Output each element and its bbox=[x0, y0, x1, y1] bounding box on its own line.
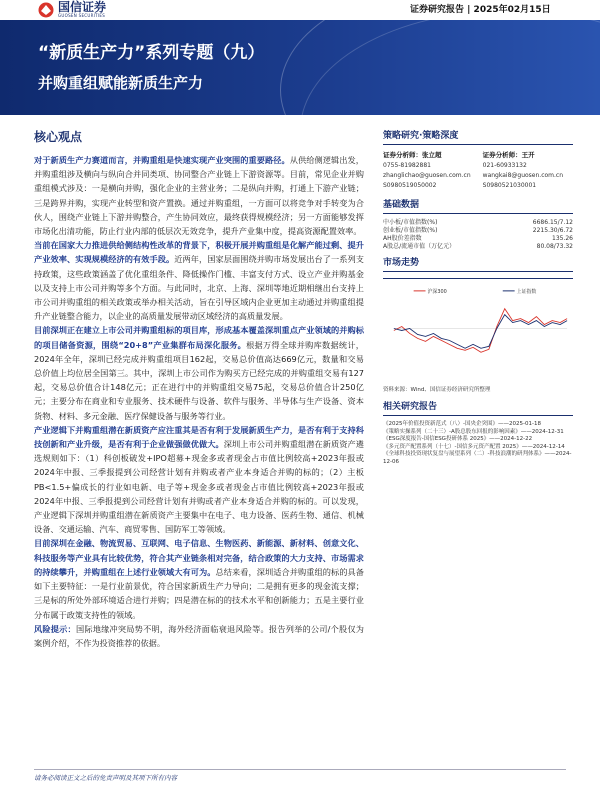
related-report[interactable]: 《ESG深度报告-国信ESG投研体系 2025》——2024-12-22 bbox=[383, 436, 533, 443]
stats-heading: 基础数据 bbox=[383, 197, 573, 214]
key-sentence: 目前深圳在金融、物流贸易、互联网、电子信息、生物医药、新能源、新材料、创意文化、科技服务等产业具有比较优势，符合其产业链条相对完备，结合政策的大力支持、市场需求的持续攀升，并购重组在上述行业领域大有可为。 bbox=[34, 538, 364, 577]
body-text: 近两年，国家层面围绕并购市场发展出台了一系列支持政策，这些政策涵盖了优化重组条件、降低操作门槛、丰富支付方式、设立产业并购基金以及支持上市公司并购等多个方面。与此同时，北京、上海、深圳等地近期相继出台支持上市公司并购重组的相关政策或举办相关活动，旨在引导区域内企业更加主动通过并购重组提升产业链整合能力，以企业的高质量发展带动区域经济的高质量发展。 bbox=[34, 254, 364, 322]
key-sentence: 当前在国家大力推进供给侧结构性改革的背景下，积极开展并购重组是化解产能过剩、提升产业效率、实现规模经济的有效手段。 bbox=[34, 240, 364, 265]
analyst-2 bbox=[483, 150, 563, 191]
related-heading: 相关研究报告 bbox=[383, 399, 573, 416]
stats-value: 6686.15/7.12 bbox=[532, 219, 573, 226]
stats-value: 135.26 bbox=[552, 235, 573, 242]
related-report[interactable]: 《策略实操系列（二十三）-A股总股东回报的影响因素》——2024-12-31 bbox=[383, 428, 564, 435]
paragraph-1 bbox=[34, 153, 364, 238]
body-text: 总结来看，深圳适合并购重组的标的具备如下主要特征：一是行业前景优，符合国家新质生产力导向；二是拥有更多的现金流支撑；三是标的所处外部环境适合进行并购；四是潜在标的的技术水平和创新能力；五是主要行业分布属于政策支持性的领域。 bbox=[34, 566, 364, 620]
paragraph-2 bbox=[34, 238, 364, 323]
risk-paragraph bbox=[34, 622, 364, 650]
analyst-cert: S0980521030001 bbox=[482, 182, 537, 189]
stats-list bbox=[383, 219, 573, 251]
stats-key: AH股价差指数 bbox=[383, 235, 422, 242]
stats-value: 2215.30/6.72 bbox=[532, 227, 573, 234]
stats-key: A股总/流通市值（万亿元） bbox=[383, 243, 456, 250]
key-sentence: 产业逻辑下并购重组潜在新质资产应注重其是否有利于发展新质生产力，是否有利于支持科技创新和产业升级，是否有利于企业做强做优做大。 bbox=[34, 424, 364, 450]
risk-text: 国际地缘冲突局势不明，海外经济面临衰退风险等。报告列举的公司/个股仅为案例介绍，不作为投资推荐的依据。 bbox=[34, 623, 364, 648]
logo-en-text: GUOSEN SECURITIES bbox=[58, 13, 106, 18]
body-text: 深圳上市公司并购重组潜在新质资产遴选规则如下：（1）科创板破发+IPO超募+现金多或者现金占市值比例较高+2023年报或2024年中报、三季报提到公司经营计划有并购或者产业本身适合并购的标的；（2）主板PB<1.5+偏成长的行业如电新、电子等+现金多或者现金占市值比例较高+2023年报或2024年中报、三季报提到公司经营计划有并购或者产业本身适合并购的标的。可以发现，产业逻辑下深圳并购重组潜在新质资产主要集中在电子、电力设备、医药生物、通信、机械设备、交通运输、汽车、商贸零售、国防军工等领域。 bbox=[34, 439, 364, 535]
analyst-email[interactable]: zhanglichao@guosen.com.cn bbox=[383, 172, 471, 179]
risk-label: 风险提示： bbox=[34, 623, 76, 634]
body-text: 根据万得全球并购库数据统计，2024年全年，深圳已经完成并购重组项目162起，交易总价值高达669亿元，数量和交易总价值上均位居全国第三。其中，深圳上市公司作为购买方已经完成的并购重组交易有127起，交易总价值合计148亿元；正在进行中的并购重组交易75起，交易总价值合计250亿元；主要分布在商业和专业服务、技术硬件与设备、软件与服务、半导体与生产设备、资本货物、材料、多元金融、医疗保健设备与服务等行业。 bbox=[34, 339, 364, 421]
related-report[interactable]: 《多元资产配置系列（十七）-国信多元资产配置 2025》——2024-12-14 bbox=[383, 443, 565, 450]
research-category: 策略研究·策略深度 bbox=[383, 128, 573, 145]
analyst-name: 证券分析师：张立超 bbox=[383, 151, 442, 159]
analyst-cert: S0980519050002 bbox=[383, 182, 437, 189]
stats-row bbox=[383, 243, 573, 251]
disclaimer-footer: 请务必阅读正文之后的免责声明及其项下所有内容 bbox=[34, 769, 566, 782]
stats-row bbox=[383, 219, 573, 227]
market-trend-heading: 市场走势 bbox=[383, 255, 573, 272]
series-hs300-line bbox=[394, 309, 567, 353]
key-sentence: 对于新质生产力赛道而言，并购重组是快速实现产业突围的重要路径。 bbox=[34, 155, 290, 165]
series-title: “新质生产力”系列专题（九） bbox=[38, 43, 265, 63]
report-type-date: 证券研究报告 | 2025年02月15日 bbox=[410, 5, 551, 15]
stats-value: 80.08/73.32 bbox=[536, 243, 573, 250]
stats-key: 创业板/市值指数(%) bbox=[383, 227, 438, 234]
logo-cn-text: 国信证券 bbox=[58, 0, 107, 14]
chart-source: 资料来源：Wind、国信证券经济研究所整理 bbox=[383, 387, 491, 393]
analyst-phone: 0755-81982881 bbox=[383, 162, 431, 169]
title-banner bbox=[0, 20, 600, 115]
logo bbox=[38, 1, 106, 18]
paragraph-4 bbox=[34, 423, 364, 537]
core-view-column bbox=[34, 128, 364, 650]
analyst-phone: 021-60933132 bbox=[482, 162, 527, 169]
report-title: 并购重组赋能新质生产力 bbox=[38, 74, 204, 92]
paragraph-5 bbox=[34, 536, 364, 621]
body-text: 从供给侧逻辑出发，并购重组涉及横向与纵向合并同类项、协同整合产业链上下游资源等。目前，常见企业并购重组模式涉及：一是横向并购，强化企业的主营业务；二是纵向并购，打通上下游产业链；三是跨界并购，实现产业转型和资产置换。通过并购重组，一方面可以将竞争对手转变为合伙人，围绕产业链上下游并购整合，产生协同效应，最终获得规模经济；另一方面能够发挥市场化出清功能，防止行业内部的低层次无效竞争，提升产业集中度，提高资源配置效率。 bbox=[34, 155, 364, 237]
related-report[interactable]: 《全球科技投资现状复盘与展望系列（二）-科技浪潮的研判体系》——2024-12-06 bbox=[383, 451, 572, 465]
related-list bbox=[383, 421, 573, 467]
stats-key: 中小板/市值指数(%) bbox=[383, 219, 438, 226]
analyst-email[interactable]: wangkai8@guosen.com.cn bbox=[482, 172, 564, 179]
legend-hs300: 沪深300 bbox=[427, 288, 447, 295]
paragraph-3 bbox=[34, 323, 364, 422]
analyst-1 bbox=[383, 150, 471, 191]
legend-sse: 上证指数 bbox=[516, 288, 537, 295]
series-sse-line bbox=[394, 315, 567, 349]
key-sentence: 目前深圳正在建立上市公司并购重组标的项目库，形成基本覆盖深圳重点产业领域的并购标的项目储备资源，围绕“20+8”产业集群布局深化服务。 bbox=[34, 325, 364, 350]
stats-row bbox=[383, 227, 573, 235]
analyst-name: 证券分析师：王开 bbox=[482, 151, 535, 159]
side-column bbox=[383, 128, 573, 467]
core-view-heading: 核心观点 bbox=[34, 130, 83, 144]
market-trend-chart bbox=[383, 278, 573, 378]
top-bar bbox=[0, 0, 600, 20]
stats-row bbox=[383, 235, 573, 243]
guosen-logo-icon bbox=[38, 2, 54, 18]
related-report[interactable]: 《2025年价值投资新范式（八）-国央企突围》——2025-01-18 bbox=[383, 421, 541, 427]
analysts-block bbox=[383, 150, 573, 191]
